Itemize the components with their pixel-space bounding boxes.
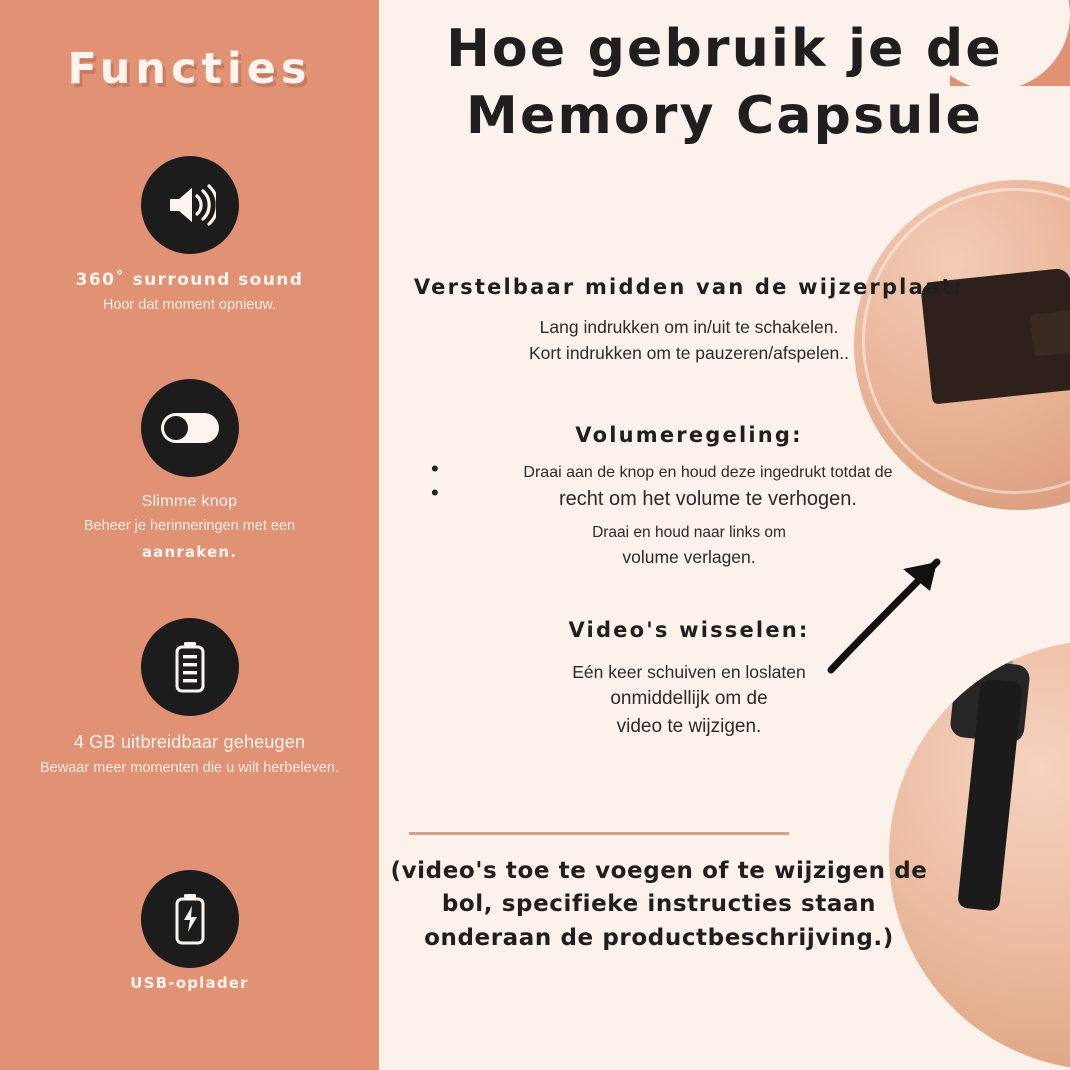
feature-subtitle: Hoor dat moment opnieuw.	[102, 297, 277, 313]
instructions-panel	[379, 0, 1070, 1070]
list-item: • Draai aan de knop en houd deze ingedrukt totdat de	[447, 462, 969, 484]
section-dial-line1: Lang indrukken om in/uit te schakelen.	[539, 316, 839, 337]
feature-subtitle: Bewaar meer momenten die u wilt herbeleven.	[39, 760, 339, 776]
battery-memory-icon	[141, 618, 239, 716]
section-volume-heading: Volumeregeling:	[575, 423, 803, 447]
feature-subtitle-emphasis: aanraken.	[141, 543, 238, 562]
feature-title: Slimme knop	[141, 493, 238, 510]
divider	[409, 832, 789, 835]
section-dial	[409, 272, 969, 366]
toggle-switch-icon	[141, 379, 239, 477]
page-title: Hoe gebruik je de Memory Capsule	[446, 19, 1003, 146]
features-panel	[0, 0, 379, 1070]
feature-item-memory	[0, 618, 379, 779]
section-volume-extra2: volume verlagen.	[622, 547, 756, 568]
section-video-line2: onmiddellijk om de	[610, 687, 768, 709]
section-video-line1: Eén keer schuiven en loslaten	[572, 661, 806, 682]
battery-charging-icon	[141, 870, 239, 968]
list-item: • recht om het volume te verhogen.	[447, 486, 969, 513]
section-video-line3: video te wijzigen.	[616, 716, 762, 738]
section-volume-extra1: Draai en houd naar links om	[592, 524, 786, 542]
feature-title: 4 GB uitbreidbaar geheugen	[73, 732, 306, 752]
section-dial-heading: Verstelbaar midden van de wijzerplaat:	[413, 275, 965, 299]
feature-item-smart-button	[0, 379, 379, 561]
feature-item-charger	[0, 870, 379, 992]
feature-title: 360˚ surround sound	[75, 270, 304, 290]
section-video-heading: Video's wisselen:	[568, 618, 810, 642]
feature-subtitle: Beheer je herinneringen met een	[83, 518, 296, 534]
features-title: Functies	[67, 44, 312, 94]
pointer-arrow-icon	[819, 480, 989, 680]
feature-item-sound	[0, 156, 379, 316]
footnote-text: (video's toe te voegen of te wijzigen de bol, specifieke instructies staan onderaan de productbeschrijving.)	[390, 858, 928, 951]
speaker-sound-icon	[141, 156, 239, 254]
toggle-shape	[161, 413, 219, 443]
section-dial-line2: Kort indrukken om te pauzeren/afspelen..	[528, 342, 850, 363]
feature-title-charger: USB-oplader	[130, 974, 249, 992]
